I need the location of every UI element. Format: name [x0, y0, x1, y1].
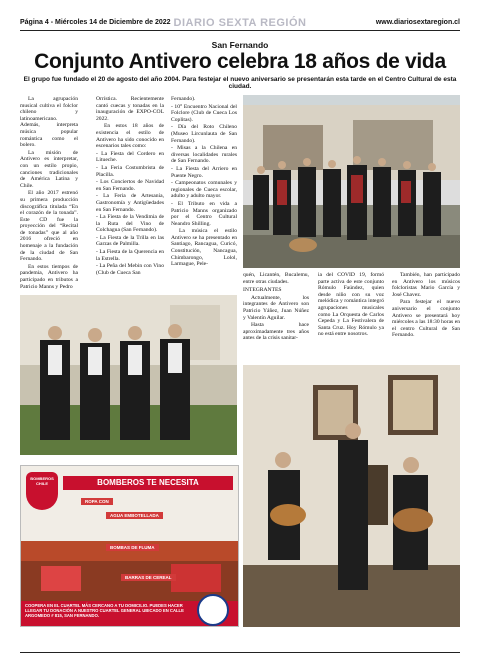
- list-item: - El Tributo en vida a Patricio Manns organizado por el Centro Cultural Neandro Shilling.: [171, 200, 237, 227]
- column-3b: [243, 272, 309, 343]
- section-heading: INTEGRANTES: [243, 287, 282, 294]
- ad-item: BOMBAS DE FLUMA: [106, 544, 159, 551]
- page-info: Página 4 - Miércoles 14 de Diciembre de 2022: [20, 19, 171, 26]
- group-photo-outdoors: [243, 95, 460, 268]
- paragraph: quén, Licantén, Bucalemu, entre otras ciudades.: [243, 272, 309, 285]
- paragraph: En estos tiempos de pandemia, Antivero ha participado en tributos a Patricio Manns y Pedro: [20, 263, 78, 290]
- list-item: - Misas a la Chilena en diversas localidades rurales de San Fernando.: [171, 145, 237, 165]
- list-item: - La Fiesta de la Trilla en las Garzas de Palmilla.: [96, 234, 164, 248]
- column-1: [20, 96, 78, 291]
- paragraph: Fernando).: [171, 96, 196, 102]
- bomberos-ad: [20, 465, 239, 627]
- list-item: - Los Conciertos de Navidad en San Fernando.: [96, 179, 164, 192]
- website: www.diariosextaregion.cl: [375, 19, 460, 26]
- footer-rule: [20, 652, 460, 653]
- group-photo-illustration: [243, 95, 460, 268]
- kicker: San Fernando: [211, 40, 269, 50]
- paragraph: La agrupación musical cultiva el folclor chileno y latinoamericano. Además, interpreta música popular romántica como el bolero.: [20, 96, 78, 149]
- list-item: - La Fiesta del Cordero en Litueche.: [96, 150, 164, 164]
- performance-photo-illustration: [243, 365, 460, 627]
- list-item: - 10° Encuentro Nacional del Folclore (Club de Cueca Los Coplitas).: [171, 103, 237, 123]
- badge-text: BOMBEROS CHILE: [30, 476, 54, 486]
- paragraph: También, han participado en Antivero los músicos folcloristas Mario García y José Chavez.: [392, 272, 460, 298]
- column-5: [392, 272, 460, 340]
- column-3: [171, 96, 237, 269]
- masthead: DIARIO SEXTA REGIÓN: [173, 17, 307, 29]
- ad-item: ROPA CON: [81, 498, 113, 505]
- headline: Conjunto Antivero celebra 18 años de vida: [34, 50, 446, 73]
- paragraph: ia del COVID 19, formó parte activa de este conjunto Rómulo Faúndez, quien desde niño con su voz melódica y romántica integró agrupaciones musicales como La Orquesta de Carlos Cepeda y La Festivalera de Santa Cruz. Hoy Rómulo ya no está entre nosotros.: [318, 272, 384, 338]
- bomberos-badge: [26, 472, 58, 510]
- paragraph: En estos 18 años de existencia el estilo de Antivero ha sido conocido en escenarios tales como:: [96, 123, 164, 150]
- list-item: - La Feria de Artesanía, Gastronomía y Antigüedades en San Fernando.: [96, 193, 164, 213]
- header-rule: [20, 30, 460, 31]
- paragraph: El año 2017 estrenó su primera producción discográfica titulada “En el corazón de la tonada”. Este CD fue la proyección del “Recital de tonadas” que al año 2016 ofreció en homenaje a la fundación de la ciudad de San Fernando.: [20, 190, 78, 263]
- paragraph: Hasta hace aproximadamente tres años antes de la crisis sanitar-: [243, 322, 309, 342]
- paragraph: Para festejar el nuevo aniversario el conjunto Antivero se presentará hoy miércoles a las 18:30 horas en el centro Cultural de San Fernando.: [392, 299, 460, 339]
- ad-footer: COOPERA EN EL CUARTEL MÁS CERCANO A TU DOMICILIO. PUEDES HACER LLEGAR TU DONACIÓN A NUESTRO CUARTEL GENERAL UBICADO EN CALLE ARGOMEDO # 815, SAN FERNANDO.: [25, 603, 184, 618]
- trio-photo: [20, 295, 237, 455]
- list-item: - Campeonatos comunales y regionales de Cueca escolar, adulto y adulto mayor.: [171, 180, 237, 200]
- list-item: - La Fiesta de la Vendimia de la Ruta del Vino de Colchagua (San Fernando).: [96, 214, 164, 234]
- list-item: - La Fiesta del Arriero en Puente Negro.: [171, 165, 237, 179]
- paragraph: Actualmente, los integrantes de Antivero son Patricio Yáñez, Juan Núñez y Valentín Aguilar.: [243, 294, 309, 321]
- ad-title: BOMBEROS TE NECESITA: [63, 476, 233, 490]
- performance-photo: [243, 365, 460, 627]
- lead: El grupo fue fundado el 20 de agosto del año 2004. Para festejar el nuevo aniversario se presentarán esta tarde en el Centro Cultural de esta ciudad.: [23, 76, 457, 90]
- paragraph: La música el estilo Antivero se ha presentado en Santiago, Rancagua, Curicó, Constitución, Nancagua, Chimbarongo, Lolol, Larmague, Pele-: [171, 228, 237, 268]
- list-item: - Día del Roto Chileno (Museo Lircunlauta de San Fernando).: [171, 124, 237, 144]
- trio-photo-illustration: [20, 295, 237, 455]
- ad-item: AGUA EMBOTELLADA: [106, 512, 163, 519]
- paragraph: La misión de Antivero es interpretar, con un estilo propio, canciones tradicionales de América Latina y Chile.: [20, 149, 78, 189]
- list-item: - La Feria Costumbrista de Placilla.: [96, 164, 164, 178]
- list-item: - La Fiesta de la Querencia en la Estrella.: [96, 249, 164, 262]
- column-4: [318, 272, 384, 339]
- ad-item: BARRAS DE CEREAL: [121, 574, 176, 581]
- column-2: [96, 96, 164, 277]
- paragraph: Orrística. Recientemente cantó cuecas y tonadas en la inauguración de EXPO-COL 2022.: [96, 96, 164, 122]
- emblem-icon: [197, 594, 229, 626]
- list-item: - La Peña del Mebin con Vino (Club de Cueca San: [96, 263, 164, 276]
